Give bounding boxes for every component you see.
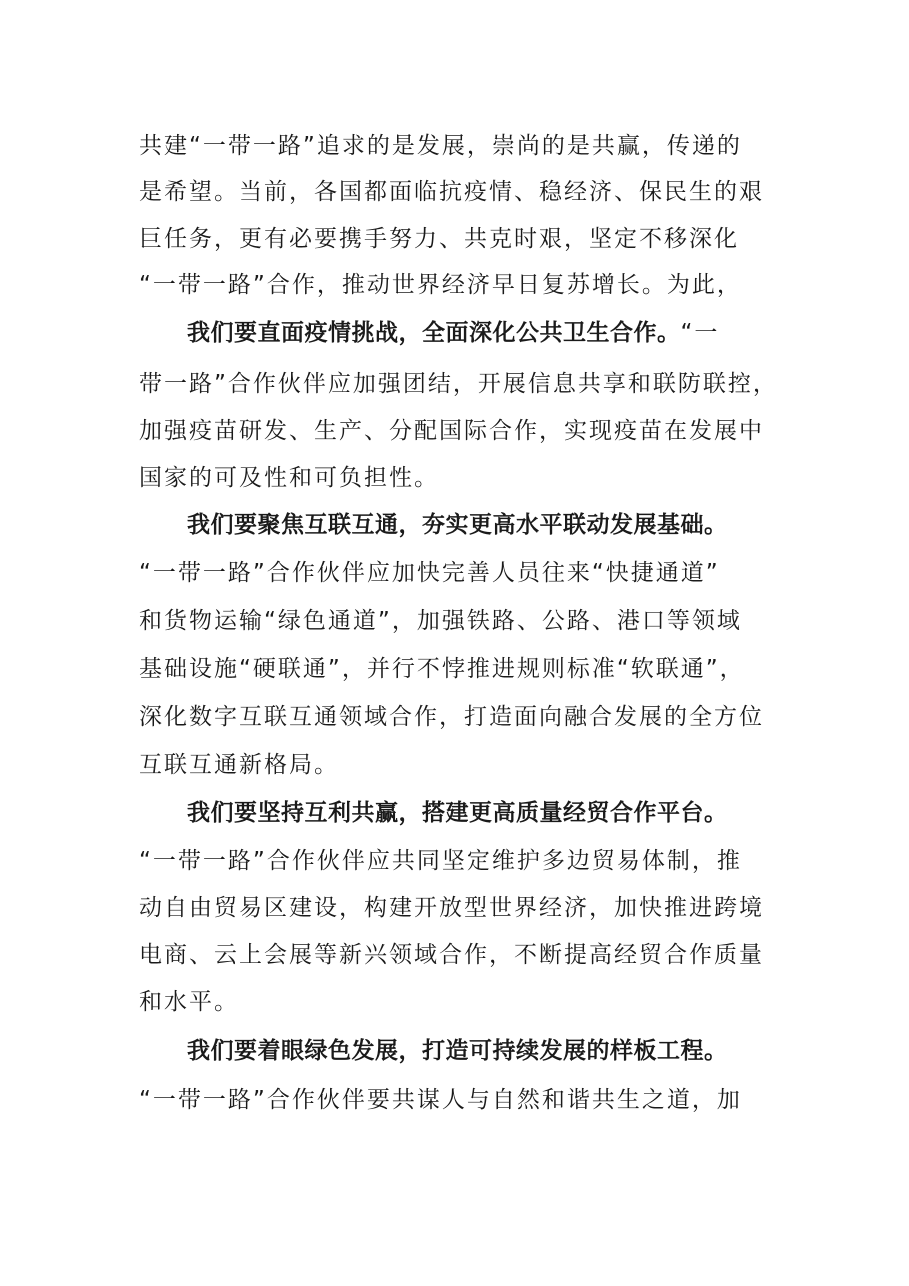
section-heading-line xyxy=(187,798,827,828)
paragraph-line: “一带一路”合作伙伴应共同坚定维护多边贸易体制，推 xyxy=(139,848,742,874)
section-heading: 我们要坚持互利共赢，搭建更高质量经贸合作平台。 xyxy=(187,800,728,826)
paragraph-line: 互联互通新格局。 xyxy=(139,752,339,778)
paragraph-line: “一带一路”合作伙伴要共谋人与自然和谐共生之道，加 xyxy=(139,1087,742,1113)
paragraph-line: 深化数字互联互通领域合作，打造面向融合发展的全方位 xyxy=(139,704,764,730)
section-heading-line xyxy=(187,318,827,348)
section-heading-line xyxy=(187,1036,827,1066)
paragraph-line: 动自由贸易区建设，构建开放型世界经济，加快推进跨境 xyxy=(139,895,764,921)
paragraph-line: 共建“一带一路”追求的是发展，崇尚的是共赢，传递的 xyxy=(139,133,742,159)
section-heading-line xyxy=(187,510,827,540)
paragraph-line: 带一路”合作伙伴应加强团结，开展信息共享和联防联控， xyxy=(139,371,778,397)
paragraph-line: 基础设施“硬联通”，并行不悖推进规则标准“软联通”， xyxy=(139,656,745,682)
paragraph-line: “一带一路”合作，推动世界经济早日复苏增长。为此， xyxy=(139,272,742,298)
section-heading-tail: “一 xyxy=(680,320,720,346)
paragraph-line: 和货物运输“绿色通道”，加强铁路、公路、港口等领域 xyxy=(139,608,742,634)
section-heading: 我们要聚焦互联互通，夯实更高水平联动发展基础。 xyxy=(187,512,728,538)
paragraph-line: 国家的可及性和可负担性。 xyxy=(139,465,439,491)
paragraph-line: “一带一路”合作伙伴应加快完善人员往来“快捷通道” xyxy=(139,560,720,586)
paragraph-line: 是希望。当前，各国都面临抗疫情、稳经济、保民生的艰 xyxy=(139,179,764,205)
paragraph-line: 加强疫苗研发、生产、分配国际合作，实现疫苗在发展中 xyxy=(139,418,764,444)
section-heading: 我们要直面疫情挑战，全面深化公共卫生合作。 xyxy=(187,320,681,346)
paragraph-line: 巨任务，更有必要携手努力、共克时艰，坚定不移深化 xyxy=(139,226,739,252)
paragraph-line: 和水平。 xyxy=(139,989,239,1015)
section-heading: 我们要着眼绿色发展，打造可持续发展的样板工程。 xyxy=(187,1038,728,1064)
paragraph-line: 电商、云上会展等新兴领域合作，不断提高经贸合作质量 xyxy=(139,942,764,968)
